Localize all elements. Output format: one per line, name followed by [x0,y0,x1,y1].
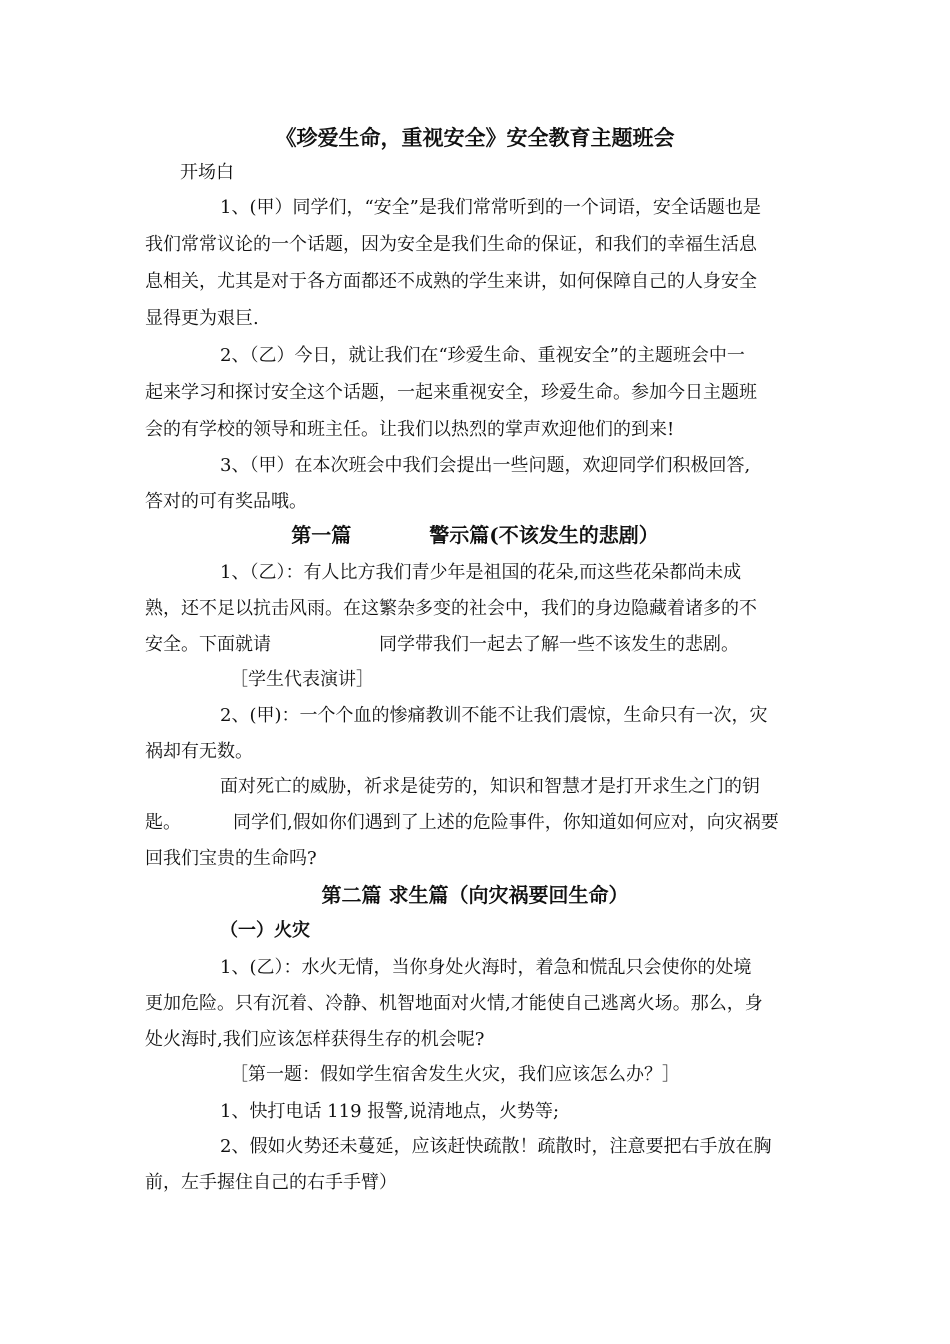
section-1-paragraph-1-line-3 [145,632,739,658]
intro-paragraph-1-line-3: 息相关，尤其是对于各方面都还不成熟的学生来讲，如何保障自己的人身安全 [145,271,757,292]
answer-1: 1、快打电话 119 报警,说清地点，火势等; [220,1101,560,1122]
section-1-label: 第一篇 [291,523,352,547]
answer-2-line-1: 2、假如火势还未蔓延，应该赶快疏散！疏散时，注意要把右手放在胸 [220,1136,772,1157]
question-1: ［第一题：假如学生宿舍发生火灾，我们应该怎么办？］ [230,1064,680,1085]
section-1-paragraph-1-line-1: 1、（乙）：有人比方我们青少年是祖国的花朵,而这些花朵都尚未成 [220,562,742,583]
document-title: 《珍爱生命，重视安全》安全教育主题班会 [275,125,675,150]
section-1-paragraph-3-line-3: 回我们宝贵的生命吗? [145,848,317,869]
section-2-heading: 第二篇 求生篇（向灾祸要回生命） [321,883,629,907]
section-1-heading [0,521,950,549]
intro-heading: 开场白 [180,162,234,183]
section-1-paragraph-2-line-2: 祸却有无数。 [145,741,253,762]
section-1-paragraph-3-line-2-end: 同学们,假如你们遇到了上述的危险事件，你知道如何应对，向灾祸要 [233,812,779,833]
section-1-paragraph-1-line-3-start: 安全。下面就请 [145,634,271,655]
section-1-paragraph-3-line-2 [145,810,779,836]
intro-paragraph-1-line-2: 我们常常议论的一个话题，因为安全是我们生命的保证，和我们的幸福生活息 [145,234,757,255]
intro-paragraph-3-line-1: 3、（甲）在本次班会中我们会提出一些问题，欢迎同学们积极回答, [220,455,751,476]
intro-paragraph-1-line-1: 1、(甲）同学们，“安全”是我们常常听到的一个词语，安全话题也是 [220,197,761,218]
section-2-paragraph-1-line-3: 处火海时,我们应该怎样获得生存的机会呢? [145,1029,485,1050]
subsection-fire-heading: （一）火灾 [220,920,310,941]
section-1-paragraph-3-line-2-start: 匙。 [145,812,181,833]
section-1-paragraph-3-line-1: 面对死亡的威胁，祈求是徒劳的，知识和智慧才是打开求生之门的钥 [220,776,760,797]
section-1-paragraph-1-line-3-end: 同学带我们一起去了解一些不该发生的悲剧。 [379,634,739,655]
answer-2-line-2: 前，左手握住自己的右手手臂） [145,1172,397,1193]
speech-note: ［学生代表演讲］ [230,669,374,690]
intro-paragraph-2-line-1: 2、（乙）今日，就让我们在“珍爱生命、重视安全”的主题班会中一 [220,345,745,366]
section-1-paragraph-2-line-1: 2、(甲)：一个个血的惨痛教训不能不让我们震惊，生命只有一次，灾 [220,705,768,726]
section-2-paragraph-1-line-2: 更加危险。只有沉着、冷静、机智地面对火情,才能使自己逃离火场。那么，身 [145,993,763,1014]
section-1-paragraph-1-line-2: 熟，还不足以抗击风雨。在这繁杂多变的社会中，我们的身边隐藏着诸多的不 [145,598,757,619]
intro-paragraph-2-line-3: 会的有学校的领导和班主任。让我们以热烈的掌声欢迎他们的到来! [145,419,675,440]
section-1-title: 警示篇(不该发生的悲剧） [429,523,659,547]
section-2-paragraph-1-line-1: 1、(乙）：水火无情，当你身处火海时，着急和慌乱只会使你的处境 [220,957,752,978]
intro-paragraph-1-line-4: 显得更为艰巨. [145,308,259,329]
intro-paragraph-2-line-2: 起来学习和探讨安全这个话题，一起来重视安全，珍爱生命。参加今日主题班 [145,382,757,403]
intro-paragraph-3-line-2: 答对的可有奖品哦。 [145,491,307,512]
